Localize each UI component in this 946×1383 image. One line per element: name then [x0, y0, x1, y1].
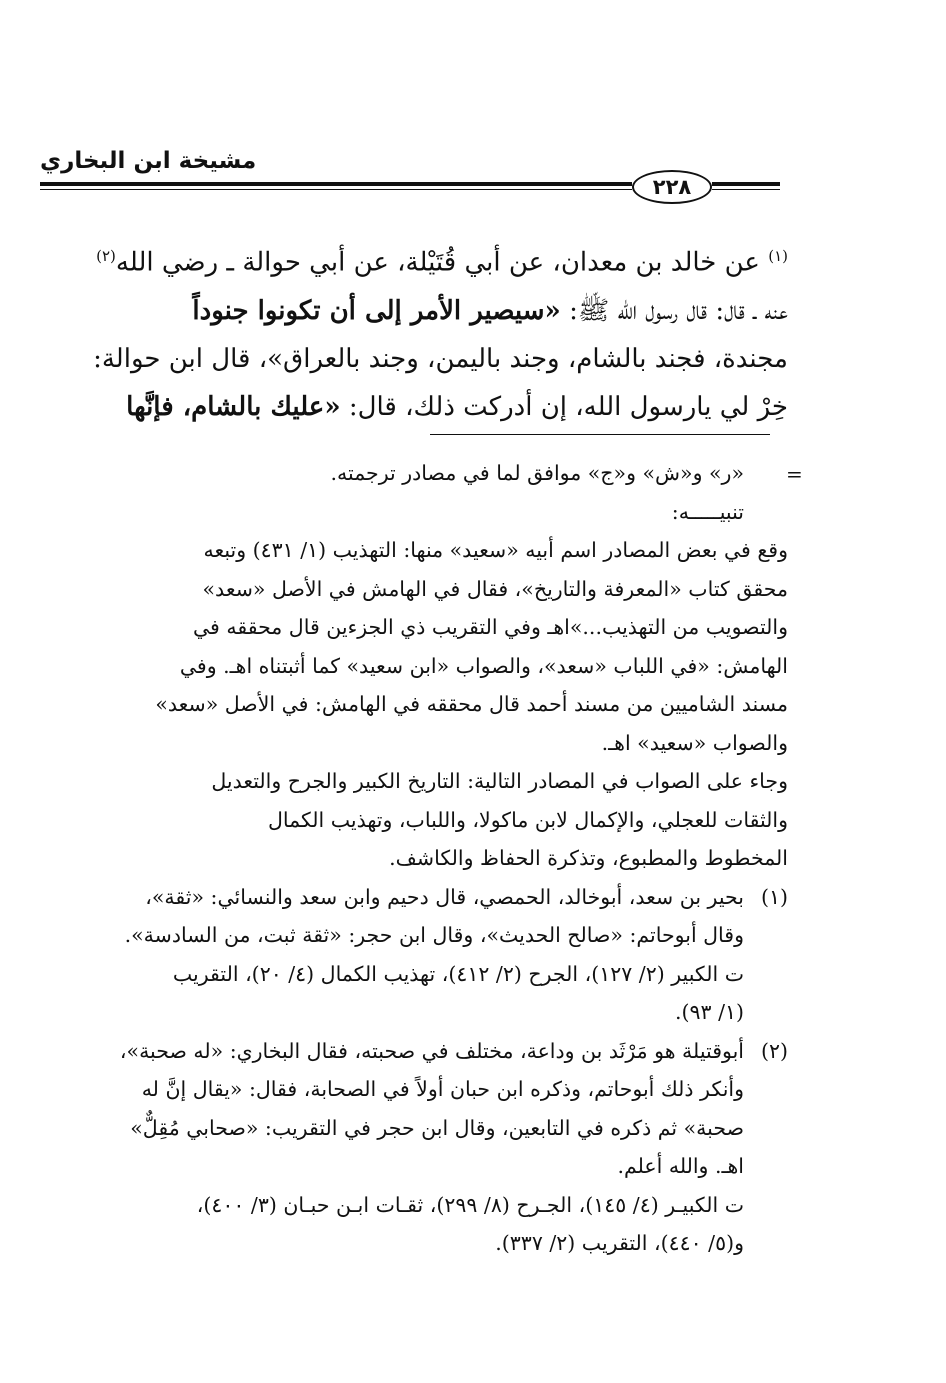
note-line: «ر» و«ش» و«ج» موافق لما في مصادر ترجمته. [330, 461, 744, 485]
note-line: وجاء على الصواب في المصادر التالية: التاريخ الكبير والجرح والتعديل [211, 769, 788, 793]
footnote-2-number: (٢) [760, 1038, 788, 1063]
header-rule-thick [40, 182, 632, 186]
main-line-4 [40, 383, 788, 431]
footnote-1-line: وقال أبوحاتم: «صالح الحديث»، وقال ابن حجر: «ثقة ثبت، من السادسة». [124, 923, 744, 947]
footnote-2-line: ت الكبيـر (٤/ ١٤٥)، الجـرح (٨/ ٢٩٩)، ثقـات ابـن حبـان (٣/ ٤٠٠)، [196, 1192, 744, 1217]
running-header-title: مشيخة ابن البخاري [40, 148, 257, 174]
footnote-1-line [40, 878, 788, 917]
main-line-2 [40, 287, 788, 335]
note-line: وقع في بعض المصادر اسم أبيه «سعيد» منها: التهذيب (١/ ٤٣١) وتبعه [203, 538, 788, 562]
hadith-text-bold-2: «عليك بالشام، فإنَّها [126, 391, 341, 422]
note-line: الهامش: «في اللباب «سعد»، والصواب «ابن سعيد» كما أثبتناه اهـ. وفي [179, 653, 788, 678]
footnote-1-text: بحير بن سعد، أبوخالد، الحمصي، قال دحيم وابن سعد والنسائي: «ثقة»، [145, 884, 744, 909]
main-text [40, 232, 788, 431]
footnote-1-number: (١) [760, 884, 788, 909]
footnote-2-line: صحبة» ثم ذكره في التابعين، وقال ابن حجر في التقريب: «صحابي مُقِلٌّ» [130, 1115, 744, 1140]
note-line: والصواب «سعيد» اهـ. [601, 730, 788, 755]
main-line-4-text: خِرْ لي يارسول الله، إن أدركت ذلك، قال: [348, 391, 788, 422]
footnote-2-line: وأنكر ذلك أبوحاتم، وذكره ابن حبان أولاً في الصحابة، فقال: «يقال إنَّ له [141, 1077, 744, 1101]
footnote-2-line: اهـ. والله أعلم. [617, 1154, 744, 1178]
footnote-mark: (١) [768, 247, 788, 265]
main-line-1-text: عن خالد بن معدان، عن أبي قُتَيْلة، عن أبي حوالة ـ رضي الله [115, 247, 760, 278]
footnote-2-text: أبوقتيلة هو مَرْثَد بن وداعة، مختلف في صحبته، فقال البخاري: «له صحبة»، [119, 1038, 744, 1063]
footnote-ref: (٢) [96, 247, 116, 265]
note-line: مسند الشاميين من مسند أحمد قال محققه في الهامش: في الأصل «سعد» [155, 692, 788, 716]
note-line: والتصويب من التهذيب...»اهـ وفي التقريب ذي الجزءين قال محققه في [192, 615, 788, 639]
continuation-mark: = [786, 462, 803, 486]
footnotes [40, 454, 788, 1263]
footnote-separator [430, 434, 770, 435]
footnote-1-line: (١/ ٩٣). [675, 1000, 744, 1024]
footnote-2-line: و(٥/ ٤٤٠)، التقريب (٢/ ٣٣٧). [495, 1231, 744, 1255]
header-rule-thin [40, 189, 632, 190]
header-rule-right-thick [712, 182, 780, 186]
main-line-3 [40, 335, 788, 383]
main-line-1 [40, 232, 788, 287]
note-line: المخطوط والمطبوع، وتذكرة الحفاظ والكاشف. [389, 846, 788, 870]
note-line: والثقات للعجلي، والإكمال لابن ماكولا، واللباب، وتهذيب الكمال [267, 807, 788, 832]
main-line-3-text: مجندة، فجند بالشام، وجند باليمن، وجند بالعراق»، قال ابن حوالة: [93, 343, 788, 374]
hadith-text-bold: «سيصير الأمر إلى أن تكونوا جنوداً [192, 295, 561, 326]
page-number-badge: ٢٢٨ [632, 170, 712, 204]
footnote-1-line: ت الكبير (٢/ ١٢٧)، الجرح (٢/ ٤١٢)، تهذيب الكمال (٤/ ٢٠)، التقريب [172, 961, 744, 986]
note-heading: تنبيـــــه: [671, 499, 744, 524]
header-rule-right-thin [712, 189, 780, 190]
note-line: محقق كتاب «المعرفة والتاريخ»، فقال في الهامش في الأصل «سعد» [202, 576, 788, 601]
footnote-2-line [40, 1032, 788, 1071]
main-line-2-text: عنه ـ قال: قال رسول الله ﷺ: [569, 295, 788, 326]
